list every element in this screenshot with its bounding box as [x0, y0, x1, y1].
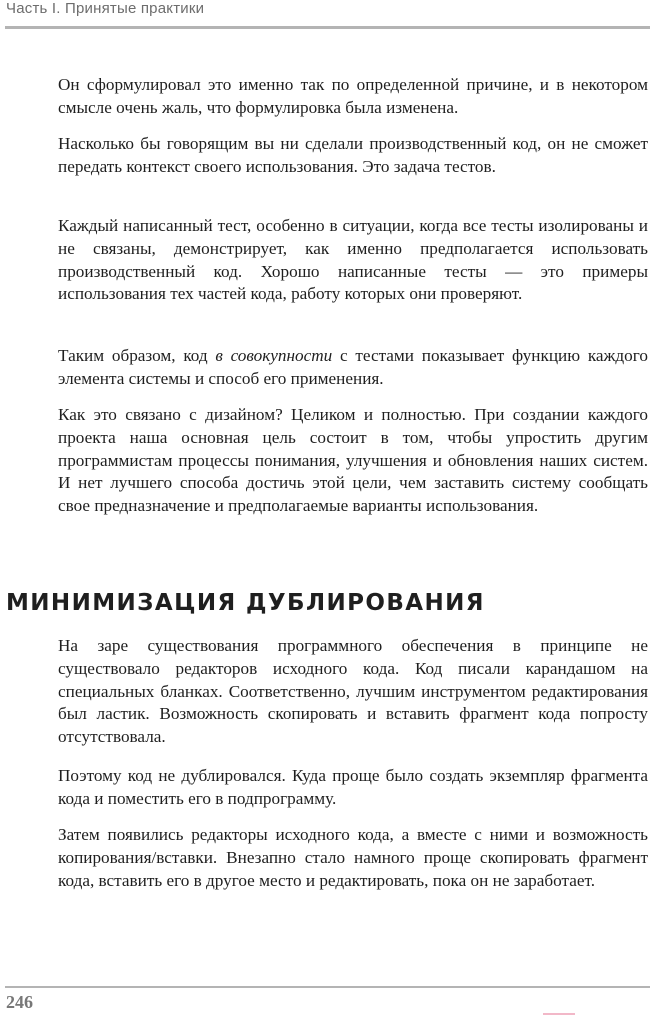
section-heading: МИНИМИЗАЦИЯ ДУБЛИРОВАНИЯ [6, 590, 485, 616]
footer-rule [5, 986, 650, 988]
section-paragraph-1: На заре существования программного обеспечения в принципе не существовало редакторов исходного кода. Код писали карандашом на специальных бланках. Соответственно, лучшим инструментом редактирования был ластик. Возможность скопировать и вставить фрагмент кода попросту отсутствовала. [58, 636, 648, 747]
paragraph-4 [58, 345, 648, 391]
paragraph-2: Насколько бы говорящим вы ни сделали производственный код, он не сможет передать контекст своего использования. Это задача тестов. [58, 134, 648, 176]
paragraph-4-text-before: Таким образом, код [58, 346, 216, 365]
paragraph-4-emphasis: в совокупности [215, 346, 333, 365]
paragraph-5: Как это связано с дизайном? Целиком и полностью. При создании каждого проекта наша основная цель состоит в том, чтобы упростить другим программистам процессы понимания, улучшения и обновления наших систем. И нет лучшего способа достичь этой цели, чем заставить систему сообщать свое предназначение и предполагаемые варианты использования. [58, 405, 648, 516]
section-paragraph-3: Затем появились редакторы исходного кода, а вместе с ними и возможность копирования/вставки. Внезапно стало намного проще скопировать фрагмент кода, вставить его в другое место и редактировать, пока он не заработает. [58, 825, 648, 890]
paragraph-3: Каждый написанный тест, особенно в ситуации, когда все тесты изолированы и не связаны, демонстрирует, как именно предполагается использовать производственный код. Хорошо написанные тесты — это примеры использования тех частей кода, работу которых они проверяют. [58, 216, 648, 304]
header-rule [5, 26, 650, 29]
paragraph-4-text-after: с тестами показывает функцию каждого элемента системы и способ его применения. [58, 346, 648, 388]
decorative-mark [543, 1013, 575, 1015]
paragraph-1: Он сформулировал это именно так по определенной причине, и в некотором смысле очень жаль, что формулировка была изменена. [58, 75, 648, 117]
running-head: Часть I. Принятые практики [6, 0, 205, 17]
page-number: 246 [6, 992, 33, 1012]
section-paragraph-2: Поэтому код не дублировался. Куда проще было создать экземпляр фрагмента кода и поместить его в подпрограмму. [58, 766, 648, 808]
